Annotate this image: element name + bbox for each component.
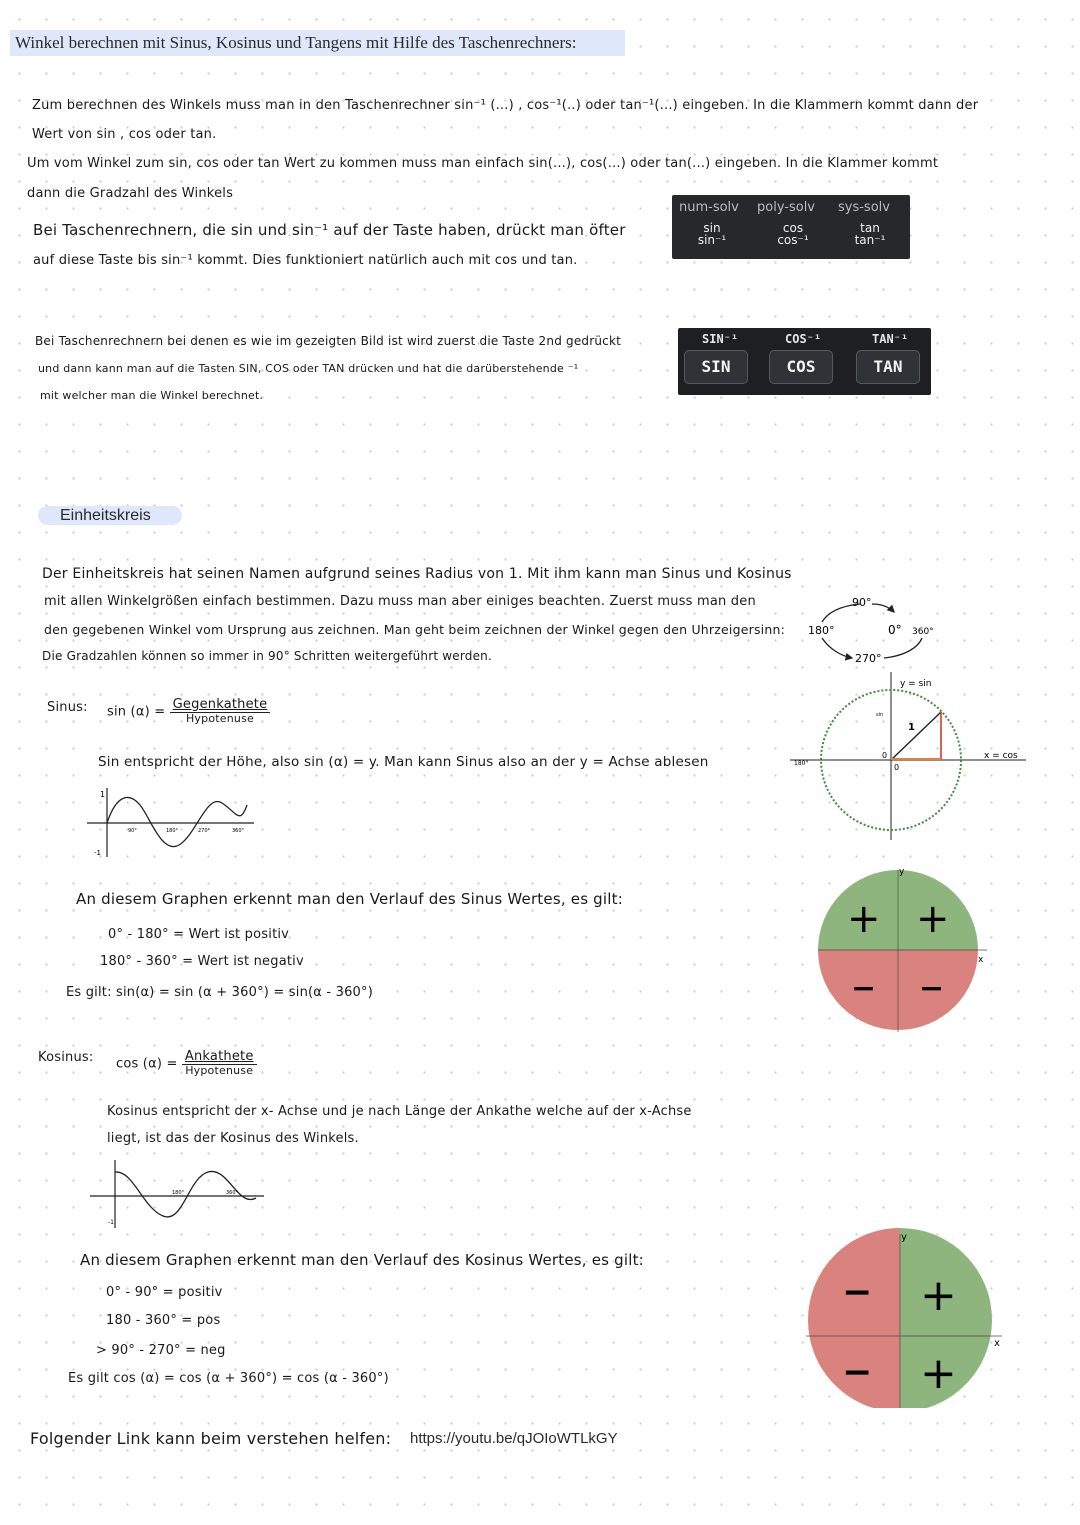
kosinus-formula [116,1050,257,1078]
sinus-rule-1: 0° - 180° = Wert ist positiv [108,927,290,942]
arc-bottom-right [884,638,922,658]
calc1-key-sin-top: sin [703,221,721,235]
calc1-key-cos [767,222,819,246]
sinus-denominator: Hypotenuse [185,712,254,725]
intro-line-9: mit welcher man die Winkel berechnet. [40,389,264,402]
sinus-circle-y-label: y [899,867,905,877]
einheitskreis-p1: Der Einheitskreis hat seinen Namen aufgrund seines Radius von 1. Mit ihm kann man Sinus und Kosinus [42,566,792,582]
cosine-tick-360: 360° [226,1190,239,1196]
unit-circle-y-label: y = sin [900,679,932,689]
sinus-label: Sinus: [47,700,88,715]
sinus-formula [107,698,270,726]
einheitskreis-p3: den gegebenen Winkel vom Ursprung aus zeichnen. Man geht beim zeichnen der Winkel gegen den Uhrzeigersinn: [44,622,785,637]
sine-tick-90: 90° [128,828,137,834]
kosinus-numerator: Ankathete [182,1049,257,1065]
kosinus-graph-intro: An diesem Graphen erkennt man den Verlauf des Kosinus Wertes, es gilt: [80,1251,644,1269]
dial-label-90: 90° [852,596,872,609]
dial-label-360: 360° [912,627,934,637]
calculator-keys-image-2 [678,328,931,395]
kosinus-explain-2: liegt, ist das der Kosinus des Winkels. [107,1131,359,1146]
dial-label-0: 0° [888,623,902,637]
arc-top-right [872,604,894,612]
cosine-graph [88,1158,268,1230]
rotation-direction-diagram [800,590,950,665]
sine-tick-270: 270° [198,828,211,834]
sinus-rule-3: Es gilt: sin(α) = sin (α + 360°) = sin(α - 360°) [66,985,374,1000]
arc-bottom-left [822,638,852,658]
sinus-sign-q1: + [916,896,950,942]
calc1-key-sin [686,222,738,246]
sinus-explain: Sin entspricht der Höhe, also sin (α) = y. Man kann Sinus also an der y = Achse ablesen [98,754,709,770]
calc1-key-tan-bottom: tan⁻¹ [854,233,886,247]
kosinus-rule-1: 0° - 90° = positiv [106,1285,223,1300]
unit-circle-sin-label: sin [876,712,884,718]
sinus-sign-q4: − [919,971,945,1006]
sinus-rule-2: 180° - 360° = Wert ist negativ [100,954,304,969]
page-title: Winkel berechnen mit Sinus, Kosinus und Tangens mit Hilfe des Taschenrechners: [10,30,625,56]
calc2-key-sin: SIN [684,350,748,384]
youtube-link[interactable]: https://youtu.be/qJOIoWTLkGY [410,1430,618,1447]
intro-line-2: Wert von sin , cos oder tan. [32,127,217,142]
calc2-key-tan: TAN [856,350,920,384]
sinus-formula-left: sin (α) = [107,704,166,720]
kosinus-label: Kosinus: [38,1050,94,1065]
calc1-label-1: num-solv [679,200,739,215]
calc1-key-tan-top: tan [860,221,880,235]
intro-line-8: und dann kann man auf die Tasten SIN, COS oder TAN drücken und hat die darüberstehende ⁻¹ [38,362,579,375]
sine-tick-360: 360° [232,828,245,834]
calc2-label-1: SIN⁻¹ [702,332,739,346]
kosinus-sign-q3: − [842,1352,873,1393]
kosinus-circle-x-label: x [994,1338,1000,1349]
kosinus-circle-y-label: y [901,1232,907,1243]
dial-label-270: 270° [855,652,882,665]
unit-circle-zero-label: 0 [882,751,888,760]
sine-graph-y-1: 1 [100,790,106,799]
sine-graph [82,785,257,860]
sinus-sign-q2: + [847,896,881,942]
sinus-circle-x-label: x [978,955,984,965]
calc2-label-2: COS⁻¹ [785,332,822,346]
sinus-negative-half [812,950,992,1036]
dial-label-180: 180° [808,624,835,637]
kosinus-sign-q2: − [842,1272,873,1313]
section-heading-einheitskreis: Einheitskreis [38,506,182,525]
unit-circle-x-label: x = cos [984,751,1018,761]
intro-line-4: dann die Gradzahl des Winkels [27,186,234,201]
cosine-tick-180: 180° [172,1190,185,1196]
intro-line-7: Bei Taschenrechnern bei denen es wie im gezeigten Bild ist wird zuerst die Taste 2nd gedrückt [35,334,622,348]
intro-line-3: Um vom Winkel zum sin, cos oder tan Wert zu kommen muss man einfach sin(...), cos(...) oder tan(...) eingeben. In die Klammer kommt [27,156,939,171]
kosinus-sign-q1: + [920,1270,957,1321]
kosinus-sign-circle [802,1228,1012,1408]
kosinus-formula-left: cos (α) = [116,1056,178,1072]
calc1-label-2: poly-solv [757,200,816,215]
cosine-graph-y-minus1: -1 [108,1219,114,1226]
unit-circle-zero-label-2: 0 [894,763,900,772]
kosinus-denominator: Hypotenuse [185,1064,254,1077]
calculator-keys-image-1 [672,195,910,259]
intro-line-1: Zum berechnen des Winkels muss man in den Taschenrechner sin⁻¹ (...) , cos⁻¹(..) oder tan⁻¹(...) eingeben. In die Klammern kommt dann der [32,98,979,113]
sinus-graph-intro: An diesem Graphen erkennt man den Verlauf des Sinus Wertes, es gilt: [76,890,623,908]
sinus-positive-half [812,866,992,950]
footer-text: Folgender Link kann beim verstehen helfen: [30,1429,392,1448]
einheitskreis-p4: Die Gradzahlen können so immer in 90° Schritten weitergeführt werden. [42,649,493,663]
calc1-key-tan [844,222,896,246]
kosinus-fraction [182,1050,257,1078]
sine-tick-180: 180° [166,828,179,834]
kosinus-rule-2: 180 - 360° = pos [106,1313,221,1328]
unit-circle-one-label: 1 [908,722,915,733]
kosinus-sign-q4: + [920,1348,957,1399]
calc1-label-3: sys-solv [838,200,890,215]
calc1-key-sin-bottom: sin⁻¹ [697,233,727,247]
sinus-fraction [170,698,271,726]
kosinus-rule-3: > 90° - 270° = neg [96,1343,226,1358]
sine-graph-y-minus1: -1 [94,849,101,857]
intro-line-6: auf diese Taste bis sin⁻¹ kommt. Dies funktioniert natürlich auch mit cos und tan. [33,253,578,268]
unit-circle-diagram [790,672,1030,842]
calc1-key-cos-bottom: cos⁻¹ [777,233,809,247]
intro-line-5: Bei Taschenrechnern, die sin und sin⁻¹ auf der Taste haben, drückt man öfter [33,221,626,239]
sine-curve [107,798,247,847]
kosinus-explain-1: Kosinus entspricht der x- Achse und je nach Länge der Ankathe welche auf der x-Achse [107,1104,692,1119]
sinus-numerator: Gegenkathete [170,697,271,713]
kosinus-rule-4: Es gilt cos (α) = cos (α + 360°) = cos (α - 360°) [68,1371,389,1386]
calc2-label-3: TAN⁻¹ [872,332,909,346]
calc1-key-cos-top: cos [782,221,804,235]
calc2-key-cos: COS [769,350,833,384]
sinus-sign-circle [812,866,992,1036]
hypotenuse-line [891,712,941,760]
einheitskreis-p2: mit allen Winkelgrößen einfach bestimmen. Dazu muss man aber einiges beachten. Zuerst muss man den [44,594,756,609]
sinus-sign-q3: − [851,971,877,1006]
unit-circle-180-label: 180° [794,760,809,767]
